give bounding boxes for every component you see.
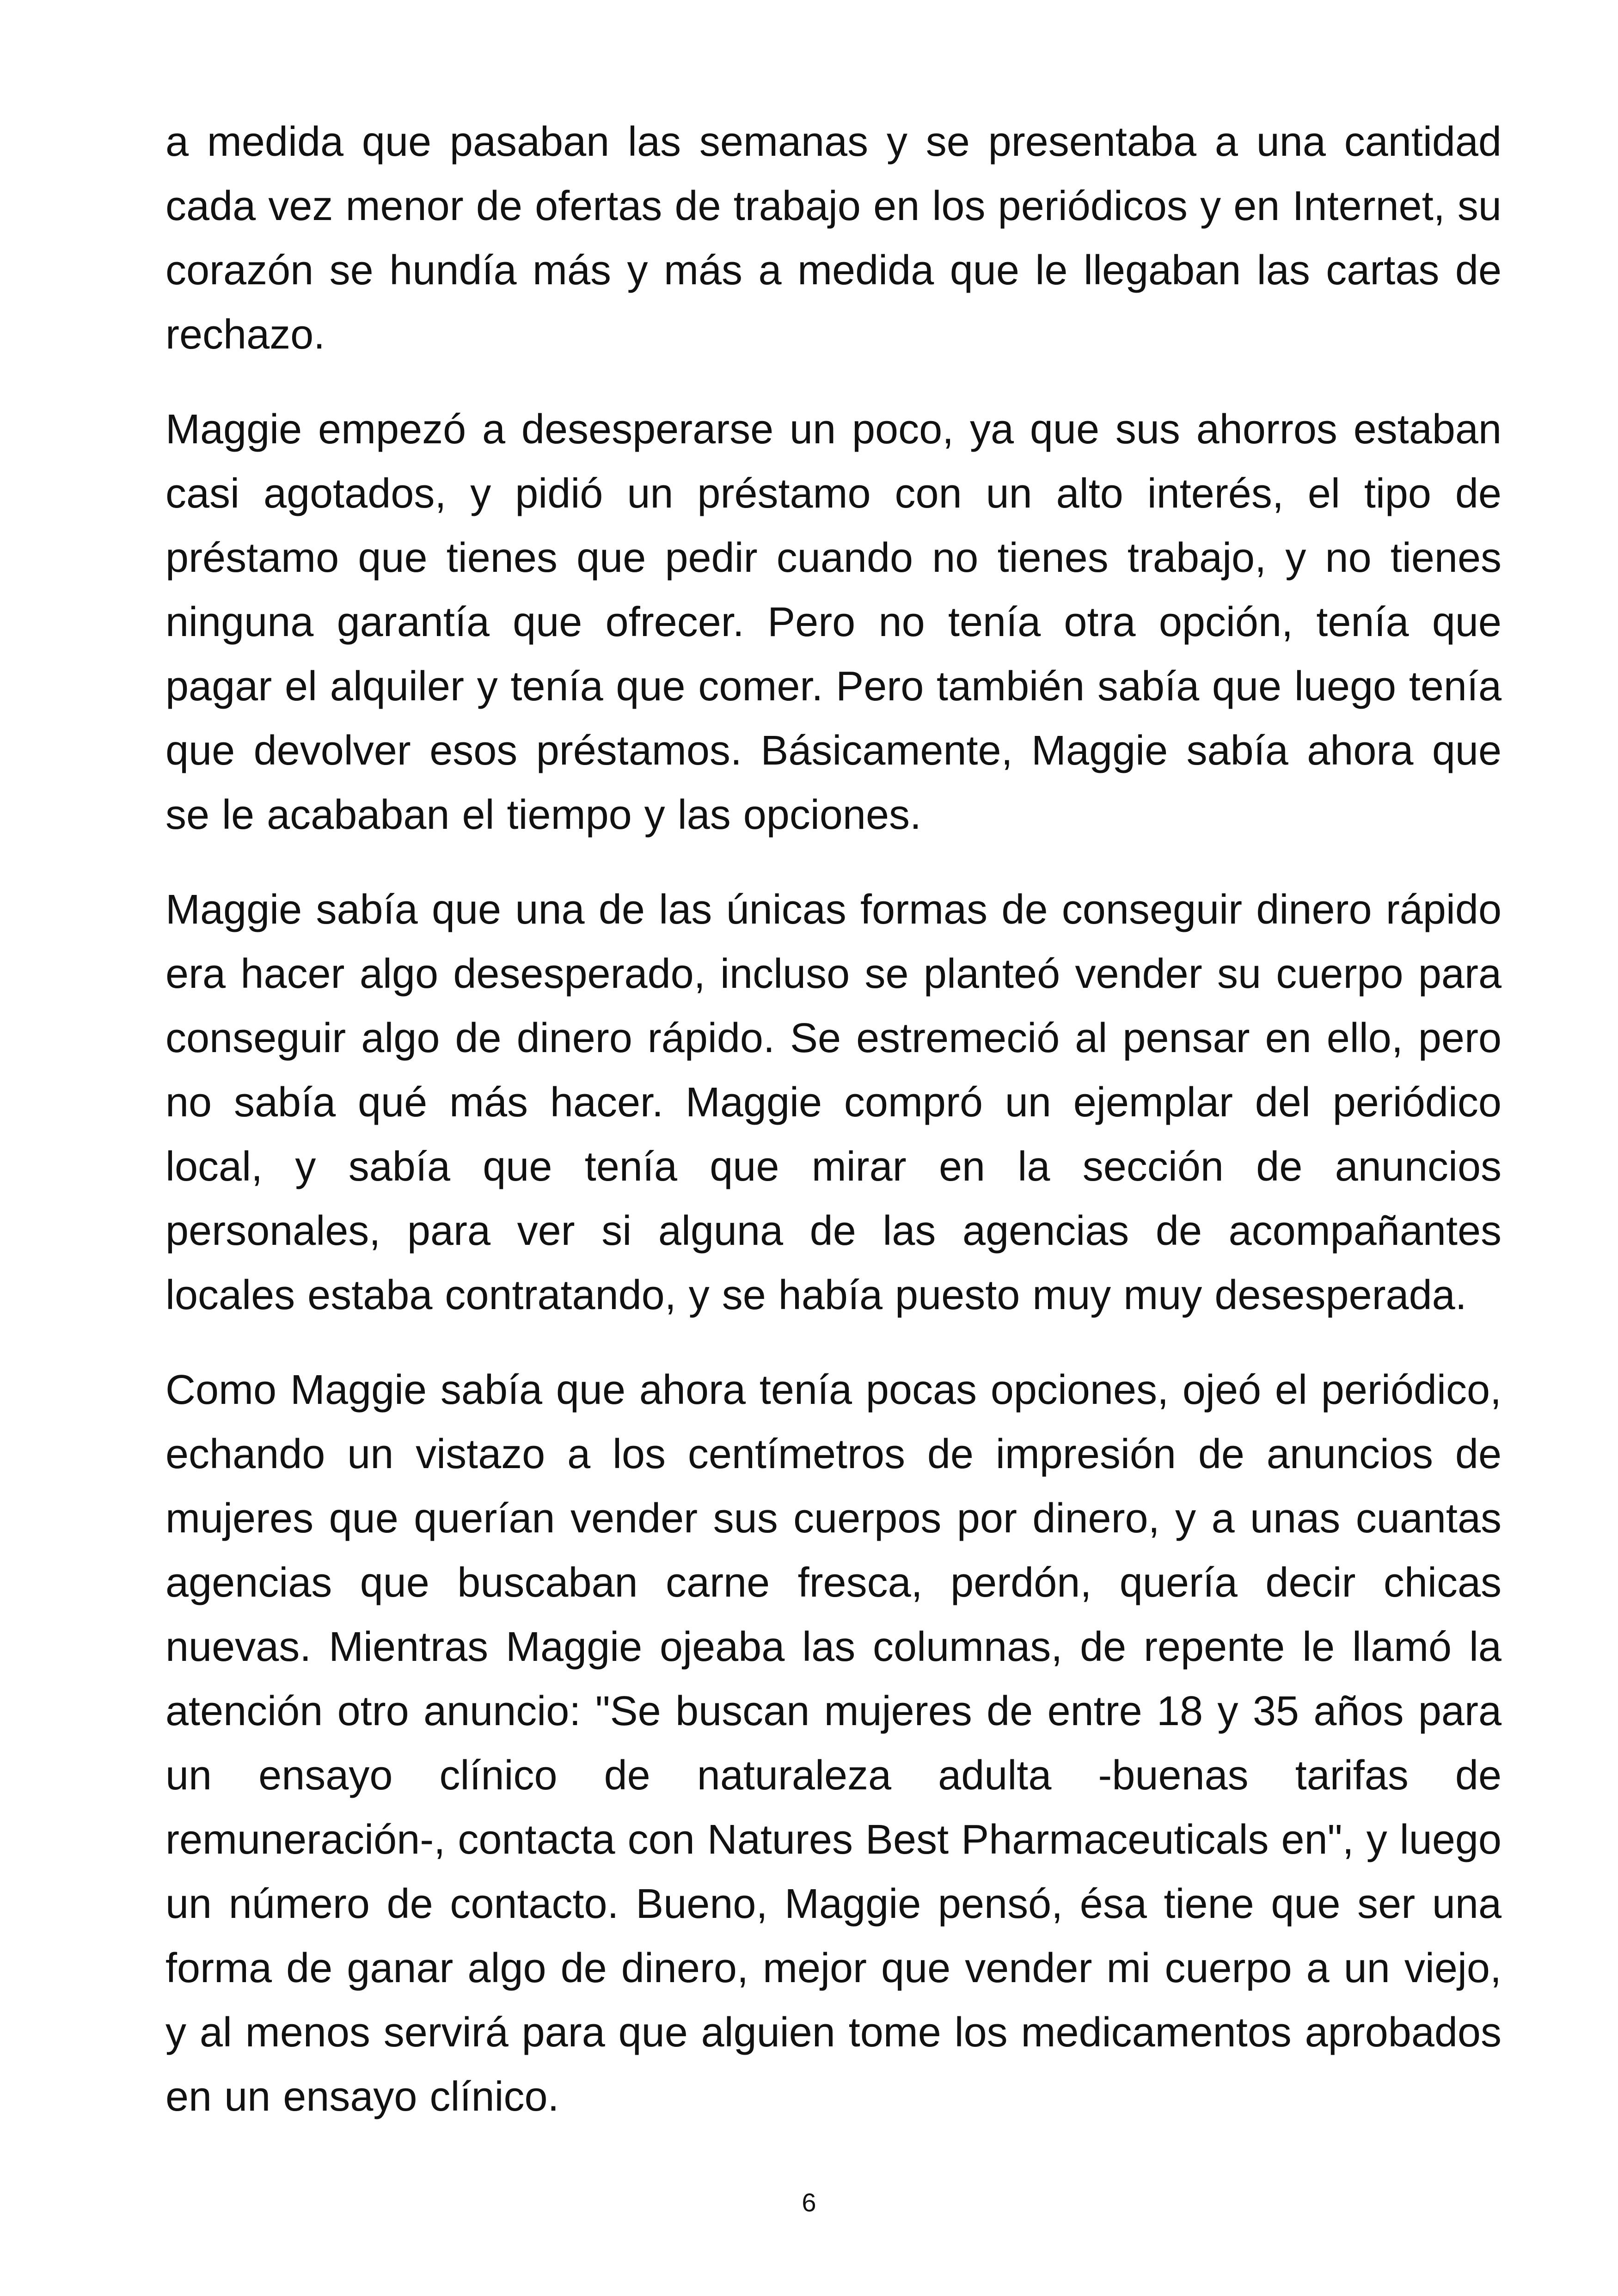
body-text <box>165 110 1502 2160</box>
page-number: 6 <box>802 2188 816 2217</box>
paragraph-3: Maggie sabía que una de las únicas formas de conseguir dinero rápido era hacer algo desesperado, incluso se planteó vender su cuerpo para conseguir algo de dinero rápido. Se estremeció al pensar en ello, pero no sabía qué más hacer. Maggie compró un ejemplar del periódico local, y sabía que tenía que mirar en la sección de anuncios personales, para ver si alguna de las agencias de acompañantes locales estaba contratando, y se había puesto muy muy desesperada. <box>165 887 1502 1318</box>
paragraph-2: Maggie empezó a desesperarse un poco, ya que sus ahorros estaban casi agotados, y pidió un préstamo con un alto interés, el tipo de préstamo que tienes que pedir cuando no tienes trabajo, y no tienes ninguna garantía que ofrecer. Pero no tenía otra opción, tenía que pagar el alquiler y tenía que comer. Pero también sabía que luego tenía que devolver esos préstamos. Básicamente, Maggie sabía ahora que se le acababan el tiempo y las opciones. <box>165 406 1502 838</box>
paragraph-4: Como Maggie sabía que ahora tenía pocas opciones, ojeó el periódico, echando un vistazo a los centímetros de impresión de anuncios de mujeres que querían vender sus cuerpos por dinero, y a unas cuantas agencias que buscaban carne fresca, perdón, quería decir chicas nuevas. Mientras Maggie ojeaba las columnas, de repente le llamó la atención otro anuncio: "Se buscan mujeres de entre 18 y 35 años para un ensayo clínico de naturaleza adulta -buenas tarifas de remuneración-, contacta con Natures Best Pharmaceuticals en", y luego un número de contacto. Bueno, Maggie pensó, ésa tiene que ser una forma de ganar algo de dinero, mejor que vender mi cuerpo a un viejo, y al menos servirá para que alguien tome los medicamentos aprobados en un ensayo clínico. <box>165 1367 1502 2120</box>
paragraph-1: a medida que pasaban las semanas y se presentaba a una cantidad cada vez menor de ofertas de trabajo en los periódicos y en Internet, su corazón se hundía más y más a medida que le llegaban las cartas de rechazo. <box>165 119 1502 358</box>
